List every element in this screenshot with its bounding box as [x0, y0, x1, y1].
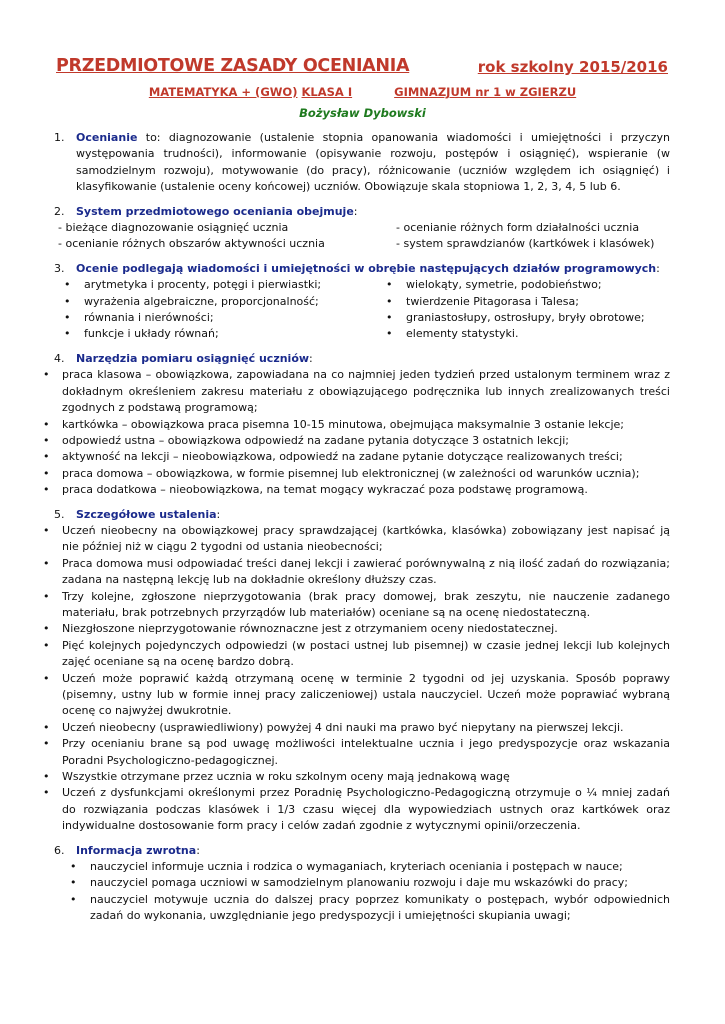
list-item: • Praca domowa musi odpowiadać treści danej lekcji i zawierać porównywalną z nią ilość zadań do rozwiązania; zadana na następną lekcję lub na dokładnie określony dłuższy czas.: [43, 556, 670, 587]
list-item: • nauczyciel informuje ucznia i rodzica o wymaganiach, kryteriach oceniania i postępach w nauce;: [70, 860, 623, 874]
list-item: • Uczeń nieobecny na obowiązkowej pracy sprawdzającej (kartkówka, klasówka) zobowiązany jest napisać ją nie później niż w ciągu 2 tygodni od ustania nieobecności;: [43, 523, 670, 554]
section-heading: System przedmiotowego oceniania obejmuje: [76, 204, 354, 218]
list-item: - ocenianie różnych obszarów aktywności ucznia: [58, 237, 325, 251]
list-item: • Niezgłoszone nieprzygotowanie równoznaczne jest z otrzymaniem oceny niedostatecznej.: [43, 622, 558, 636]
list-item: - ocenianie różnych form działalności ucznia: [396, 221, 640, 235]
list-item: • praca domowa – obowiązkowa, w formie pisemnej lub elektronicznej (w zależności od warunków ucznia);: [43, 466, 640, 480]
section-number: 6.: [54, 843, 65, 857]
list-item: • kartkówka – obowiązkowa praca pisemna 10-15 minutowa, obejmująca maksymalnie 3 ostanie lekcje;: [43, 417, 625, 431]
section-number: 3.: [54, 261, 65, 275]
list-item: • Uczeń może poprawić każdą otrzymaną ocenę w terminie 2 tygodni od jej uzyskania. Sposób poprawy (pisemny, ustny lub w formie innej pracy zaliczeniowej) ustala nauczyciel. Uczeń może poprawiać wybraną ocenę co najwyżej dwukrotnie.: [43, 671, 670, 718]
list-item: • funkcje i układy równań;: [64, 327, 219, 341]
list-item: • praca dodatkowa – nieobowiązkowa, na temat mogący wykraczać poza podstawę programową.: [43, 483, 588, 497]
list-item: • aktywność na lekcji – nieobowiązkowa, odpowiedź na zadane pytanie dotyczące realizowanych treści;: [43, 450, 623, 464]
subject-line: [0, 85, 725, 99]
list-item: • Trzy kolejne, zgłoszone nieprzygotowania (brak pracy domowej, brak zeszytu, nie nauczenie zadanego materiału, brak potrzebnych przyrządów lub materiałów) oceniane są na ocenę niedostateczną.: [43, 589, 670, 619]
section-heading: Informacja zwrotna: [76, 843, 197, 857]
list-item: - system sprawdzianów (kartkówek i klasówek): [396, 237, 655, 251]
list-item: • odpowiedź ustna – obowiązkowa odpowiedź na zadane pytania dotyczące 3 ostatnich lekcji;: [43, 433, 569, 447]
list-item: • praca klasowa – obowiązkowa, zapowiadana na co najmniej jeden tydzień przed ustalonym terminem wraz z dokładnym określeniem zakresu materiału z obowiązującego podręcznika lub innych zrealizowanych treści zgodnych z podstawą programową;: [43, 368, 670, 415]
list-item: • elementy statystyki.: [386, 327, 519, 341]
header: [56, 56, 668, 82]
section-2: 2. System przedmiotowego oceniania obejmuje: - bieżące diagnozowanie osiągnięć ucznia - ocenianie różnych obszarów aktywności ucznia - ocenianie różnych form działalności ucznia - system sprawdzianów (kartkówek i klasówek): [54, 204, 670, 253]
list-item: • arytmetyka i procenty, potęgi i pierwiastki;: [64, 278, 322, 292]
list-item: • Pięć kolejnych pojedynczych odpowiedzi (w postaci ustnej lub pisemnej) w czasie jednej lekcji lub kolejnych zajęć oceniane są na ocenę bardzo dobrą.: [43, 638, 670, 669]
list-item: • nauczyciel motywuje ucznia do dalszej pracy poprzez komunikaty o postępach, wybór odpowiednich zadań do wykonania, uwzględnianie jego predyspozycji i umiejętności skupiania uwagi;: [70, 892, 670, 923]
section-6: 6. Informacja zwrotna: • nauczyciel informuje ucznia i rodzica o wymaganiach, kryteriach oceniania i postępach w nauce; • nauczyciel pomaga uczniowi w samodzielnym planowaniu rozwoju i daje mu wskazówki do pracy; • nauczyciel motywuje ucznia do dalszej pracy poprzez komunikaty o postępach, wybór odpowiednich zadań do wykonania, uwzględnianie jego predyspozycji i umiejętności skupiania uwagi;: [54, 843, 670, 925]
section-heading: Ocenie podlegają wiadomości i umiejętności w obrębie następujących działów programowych: [76, 261, 657, 275]
list-item: • graniastosłupy, ostrosłupy, bryły obrotowe;: [386, 311, 645, 325]
author: Bożysław Dybowski: [299, 106, 426, 120]
section-4: 4. Narzędzia pomiaru osiągnięć uczniów: • praca klasowa – obowiązkowa, zapowiadana na co najmniej jeden tydzień przed ustalonym terminem wraz z dokładnym określeniem zakresu materiału z obowiązującego podręcznika lub innych zrealizowanych treści zgodnych z podstawą programową; • kartkówka – obowiązkowa praca pisemna 10-15 minutowa, obejmująca maksymalnie 3 ostanie lekcje; • odpowiedź ustna – obowiązkowa odpowiedź na zadane pytania dotyczące 3 ostatnich lekcji; • aktywność na lekcji – nieobowiązkowa, odpowiedź na zadane pytanie dotyczące realizowanych treści; • praca domowa – obowiązkowa, w formie pisemnej lub elektronicznej (w zależności od warunków ucznia); • praca dodatkowa – nieobowiązkowa, na temat mogący wykraczać poza podstawę programową.: [54, 351, 670, 499]
section-heading: Szczegółowe ustalenia: [76, 507, 217, 521]
list-item: • wyrażenia algebraiczne, proporcjonalność;: [64, 294, 319, 308]
section-number: 2.: [54, 204, 65, 218]
school-year: rok szkolny 2015/2016: [477, 58, 668, 76]
section-1: [54, 130, 670, 196]
list-item: • twierdzenie Pitagorasa i Talesa;: [386, 294, 579, 308]
section-heading: Narzędzia pomiaru osiągnięć uczniów: [76, 351, 310, 365]
section-number: 5.: [54, 507, 65, 521]
section-text: to: diagnozowanie (ustalenie stopnia opanowania wiadomości i umiejętności i przyczyn występowania trudności), informowanie (opisywanie rozwoju, postępów i osiągnięć), wspieranie (w samodzielnym rozwoju), motywowanie (do pracy), różnicowanie (uczniów względem ich osiągnięć) i klasyfikowanie (ustalenie oceny końcowej) uczniów. Obowiązuje skala stopniowa 1, 2, 3, 4, 5 lub 6.: [76, 131, 670, 194]
section-number: 1.: [54, 131, 65, 144]
class-label: KLASA I: [301, 85, 353, 99]
list-item: • nauczyciel pomaga uczniowi w samodzielnym planowaniu rozwoju i daje mu wskazówki do pracy;: [70, 876, 628, 890]
list-item: - bieżące diagnozowanie osiągnięć ucznia: [58, 221, 289, 235]
document-body: [43, 130, 670, 925]
list-item: • Uczeń nieobecny (usprawiedliwiony) powyżej 4 dni nauki ma prawo być niepytany na pierwszej lekcji.: [43, 720, 624, 734]
section-number: 4.: [54, 351, 65, 365]
list-item: • Przy ocenianiu brane są pod uwagę możliwości intelektualne ucznia i jego predyspozycje oraz wskazania Poradni Psychologiczno-pedagogicznej.: [43, 737, 670, 767]
list-item: • wielokąty, symetrie, podobieństwo;: [386, 278, 602, 292]
school-name: GIMNAZJUM nr 1 w ZGIERZU: [394, 85, 577, 99]
document-title: PRZEDMIOTOWE ZASADY OCENIANIA: [56, 56, 410, 76]
list-item: • Uczeń z dysfunkcjami określonymi przez Poradnię Psychologiczno-Pedagogiczną otrzymuje o ¼ mniej zadań do rozwiązania podczas klasówek i 1/3 czasu więcej dla wypowiedziach ustnych oraz kartkówek oraz indywidualne dostosowanie form pracy i celów zadań zgodnie z wytycznymi opinii/orzeczenia.: [43, 786, 670, 833]
section-3: 3. Ocenie podlegają wiadomości i umiejętności w obrębie następujących działów programowych: • arytmetyka i procenty, potęgi i pierwiastki; • wyrażenia algebraiczne, proporcjonalność; • równania i nierówności; • funkcje i układy równań; • wielokąty, symetrie, podobieństwo; • twierdzenie Pitagorasa i Talesa; • graniastosłupy, ostrosłupy, bryły obrotowe; • elementy statystyki.: [54, 261, 670, 343]
section-5: 5. Szczegółowe ustalenia: • Uczeń nieobecny na obowiązkowej pracy sprawdzającej (kartkówka, klasówka) zobowiązany jest napisać ją nie później niż w ciągu 2 tygodni od ustania nieobecności; • Praca domowa musi odpowiadać treści danej lekcji i zawierać porównywalną z nią ilość zadań do rozwiązania; zadana na następną lekcję lub na dokładnie określony dłuższy czas. • Trzy kolejne, zgłoszone nieprzygotowania (brak pracy domowej, brak zeszytu, nie nauczenie zadanego materiału, brak potrzebnych przyrządów lub materiałów) oceniane są na ocenę niedostateczną. • Niezgłoszone nieprzygotowanie równoznaczne jest z otrzymaniem oceny niedostatecznej. • Pięć kolejnych pojedynczych odpowiedzi (w postaci ustnej lub pisemnej) w czasie jednej lekcji lub kolejnych zajęć oceniane są na ocenę bardzo dobrą. • Uczeń może poprawić każdą otrzymaną ocenę w terminie 2 tygodni od jej uzyskania. Sposób poprawy (pisemny, ustny lub w formie innej pracy zaliczeniowej) ustala nauczyciel. Uczeń może poprawiać wybraną ocenę co najwyżej dwukrotnie. • Uczeń nieobecny (usprawiedliwiony) powyżej 4 dni nauki ma prawo być niepytany na pierwszej lekcji. • Przy ocenianiu brane są pod uwagę możliwości intelektualne ucznia i jego predyspozycje oraz wskazania Poradni Psychologiczno-pedagogicznej. • Wszystkie otrzymane przez ucznia w roku szkolnym oceny mają jednakową wagę • Uczeń z dysfunkcjami określonymi przez Poradnię Psychologiczno-Pedagogiczną otrzymuje o ¼ mniej zadań do rozwiązania podczas klasówek i 1/3 czasu więcej dla wypowiedziach ustnych oraz kartkówek oraz indywidualne dostosowanie form pracy i celów zadań zgodnie z wytycznymi opinii/orzeczenia.: [54, 507, 670, 835]
list-item: • Wszystkie otrzymane przez ucznia w roku szkolnym oceny mają jednakową wagę: [43, 770, 510, 784]
section-heading: Ocenianie: [76, 131, 138, 144]
subject: MATEMATYKA + (GWO): [148, 85, 298, 99]
list-item: • równania i nierówności;: [64, 311, 214, 325]
